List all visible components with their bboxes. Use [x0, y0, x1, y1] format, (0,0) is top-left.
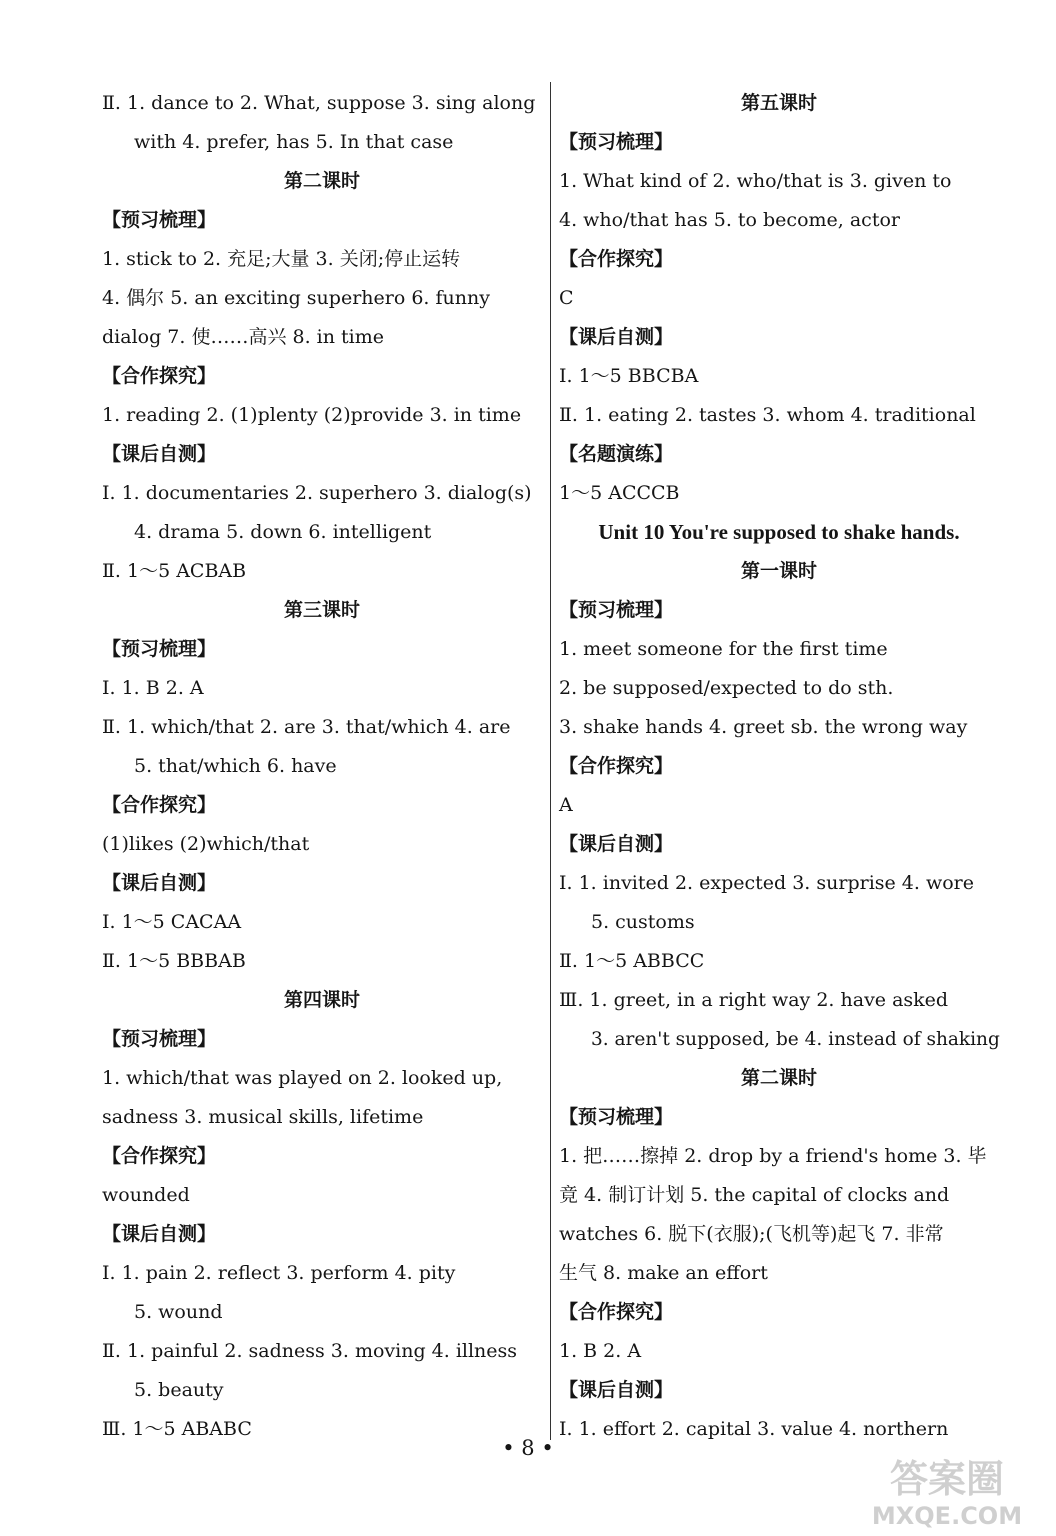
left-column-line: Ⅱ. 1～5 BBBAB — [102, 950, 246, 972]
right-column-line: Unit 10 You're supposed to shake hands. — [598, 520, 960, 544]
right-column-line: 1. meet someone for the first time — [559, 638, 888, 660]
left-column-line: 【合作探究】 — [102, 1145, 217, 1167]
right-column-line: 【合作探究】 — [559, 755, 674, 777]
left-column-line: 第二课时 — [283, 170, 360, 192]
right-column-line: 第一课时 — [740, 560, 817, 582]
right-column-line: C — [559, 287, 574, 309]
left-column-line: 【预习梳理】 — [102, 638, 217, 660]
left-column-line: Ⅰ. 1. documentaries 2. superhero 3. dialog(s) — [102, 482, 532, 504]
left-column — [102, 84, 542, 1449]
right-column-line: Ⅰ. 1～5 BBCBA — [559, 365, 699, 387]
left-column-line: 1. reading 2. (1)plenty (2)provide 3. in time — [102, 404, 522, 426]
left-column-line: (1)likes (2)which/that — [102, 833, 310, 855]
column-divider — [550, 82, 551, 1440]
right-column-line: 生气 8. make an effort — [559, 1262, 768, 1284]
right-column-line: Ⅲ. 1. greet, in a right way 2. have asked — [559, 989, 949, 1011]
left-column-line: 1. which/that was played on 2. looked up, — [102, 1067, 503, 1089]
left-column-line: 1. stick to 2. 充足;大量 3. 关闭;停止运转 — [102, 248, 461, 270]
watermark-bottom-text: MXQE.COM — [871, 1502, 1023, 1530]
right-column-line: Ⅰ. 1. effort 2. capital 3. value 4. northern — [559, 1418, 949, 1440]
left-column-line: dialog 7. 使……高兴 8. in time — [102, 326, 384, 348]
right-column-line: 【预习梳理】 — [559, 599, 674, 621]
right-column-line: 【合作探究】 — [559, 1301, 674, 1323]
right-column-line: Ⅱ. 1. eating 2. tastes 3. whom 4. traditional — [559, 404, 976, 426]
right-column-line: Ⅱ. 1～5 ABBCC — [559, 950, 705, 972]
right-column-line: 3. aren't supposed, be 4. instead of shaking — [591, 1029, 1000, 1050]
left-column-line: wounded — [102, 1184, 190, 1206]
right-column-line: 竟 4. 制订计划 5. the capital of clocks and — [559, 1184, 950, 1206]
right-column-line: 1. What kind of 2. who/that is 3. given to — [559, 170, 952, 192]
right-column — [559, 84, 999, 1449]
left-column-line: 5. wound — [134, 1301, 223, 1323]
left-column-line: 第四课时 — [283, 989, 360, 1011]
left-column-line: 【课后自测】 — [102, 872, 217, 894]
left-column-line: 第三课时 — [283, 599, 360, 621]
left-column-line: 【预习梳理】 — [102, 209, 217, 231]
right-column-line: 1～5 ACCCB — [559, 482, 680, 504]
right-column-line: 4. who/that has 5. to become, actor — [559, 209, 900, 231]
left-column-line: sadness 3. musical skills, lifetime — [102, 1106, 424, 1128]
right-column-line: watches 6. 脱下(衣服);(飞机等)起飞 7. 非常 — [559, 1223, 944, 1245]
right-column-line: 第五课时 — [740, 92, 817, 114]
right-column-line: A — [559, 794, 573, 816]
right-column-line: 【预习梳理】 — [559, 131, 674, 153]
right-column-line: 【课后自测】 — [559, 326, 674, 348]
watermark-top-text: 答案圈 — [889, 1457, 1005, 1501]
left-column-line: Ⅰ. 1～5 CACAA — [102, 911, 242, 933]
left-column-line: Ⅲ. 1～5 ABABC — [102, 1418, 252, 1440]
right-column-line: 2. be supposed/expected to do sth. — [559, 677, 894, 699]
right-column-line: 3. shake hands 4. greet sb. the wrong way — [559, 716, 968, 738]
left-column-line: Ⅱ. 1～5 ACBAB — [102, 560, 247, 582]
left-column-line: 【合作探究】 — [102, 365, 217, 387]
right-column-line: 【预习梳理】 — [559, 1106, 674, 1128]
left-column-line: with 4. prefer, has 5. In that case — [134, 131, 454, 153]
left-column-line: Ⅰ. 1. B 2. A — [102, 677, 204, 699]
right-column-line: 1. 把……擦掉 2. drop by a friend's home 3. 毕 — [559, 1145, 987, 1167]
right-column-line: 【课后自测】 — [559, 833, 674, 855]
page-number: • 8 • — [502, 1436, 554, 1460]
right-column-line: 1. B 2. A — [559, 1340, 642, 1362]
right-column-line: Ⅰ. 1. invited 2. expected 3. surprise 4. wore — [559, 872, 975, 894]
left-column-line: Ⅱ. 1. which/that 2. are 3. that/which 4. are — [102, 716, 511, 738]
left-column-line: Ⅰ. 1. pain 2. reflect 3. perform 4. pity — [102, 1262, 456, 1284]
left-column-line: 5. that/which 6. have — [134, 755, 337, 777]
left-column-line: Ⅱ. 1. dance to 2. What, suppose 3. sing along — [102, 92, 536, 114]
left-column-line: 【课后自测】 — [102, 443, 217, 465]
left-column-line: 5. beauty — [134, 1379, 224, 1401]
left-column-line: 4. drama 5. down 6. intelligent — [134, 521, 432, 543]
watermark-logo — [852, 1450, 1042, 1530]
right-column-line: 5. customs — [591, 911, 695, 933]
left-column-line: Ⅱ. 1. painful 2. sadness 3. moving 4. illness — [102, 1340, 518, 1362]
right-column-line: 第二课时 — [740, 1067, 817, 1089]
left-column-line: 4. 偶尔 5. an exciting superhero 6. funny — [102, 287, 490, 309]
right-column-line: 【合作探究】 — [559, 248, 674, 270]
left-column-line: 【课后自测】 — [102, 1223, 217, 1245]
right-column-line: 【名题演练】 — [559, 443, 674, 465]
left-column-line: 【预习梳理】 — [102, 1028, 217, 1050]
left-column-line: 【合作探究】 — [102, 794, 217, 816]
right-column-line: 【课后自测】 — [559, 1379, 674, 1401]
